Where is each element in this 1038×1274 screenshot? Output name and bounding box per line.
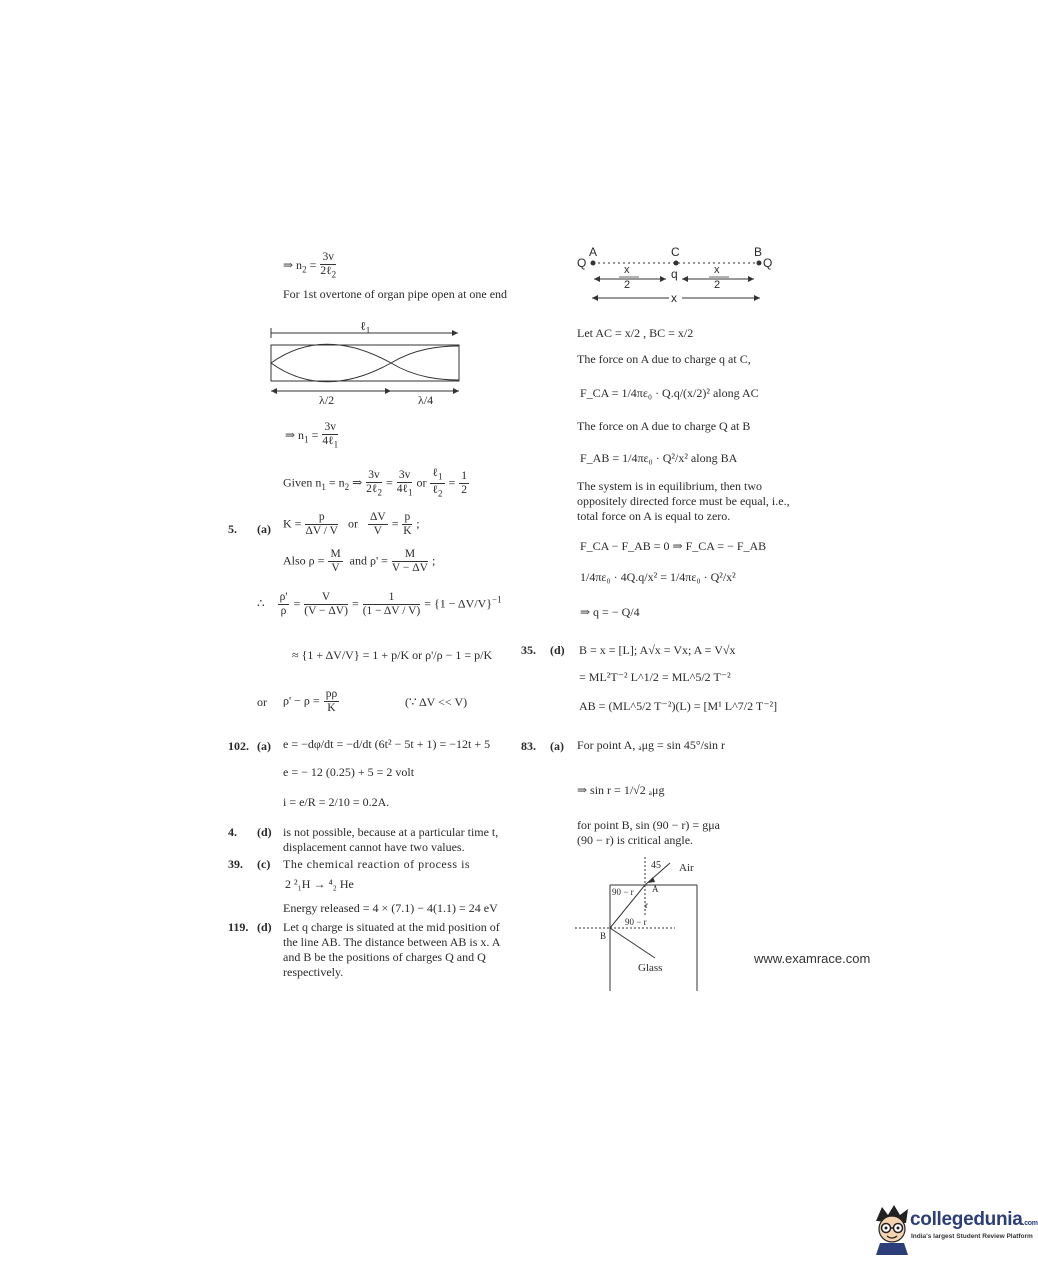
ratio-bracket: = {1 − ΔV/V}	[424, 596, 493, 611]
also-m2: M	[392, 548, 428, 562]
point-a-label: A	[589, 245, 598, 259]
final-den: K	[327, 702, 336, 714]
given-frac-2	[397, 469, 413, 499]
q5-p-den: K	[403, 525, 412, 537]
q4-number: 4.	[228, 825, 237, 839]
pipe-len-sub: 1	[365, 325, 371, 336]
n2-den: 2ℓ	[320, 265, 332, 277]
q83-line3: for point B, sin (90 − r) = gμa	[577, 818, 720, 832]
q102-emf-equation: e = −dφ/dt = −d/dt (6t² − 5t + 1) = −12t + 5	[283, 737, 491, 751]
glass-label: Glass	[638, 962, 663, 974]
gf2-den-sub: 1	[407, 486, 413, 497]
angle-90r-top: 90 − r	[612, 887, 634, 897]
rf3-den: (1 − ΔV / V)	[362, 605, 421, 617]
angle-r-label: r	[645, 900, 648, 910]
n2-lhs: ⇒ n	[283, 257, 303, 272]
gf1-den-sub: 2	[377, 486, 382, 497]
q119-text: Let q charge is situated at the mid position of the line AB. The distance between AB is x. A and B be the positions of charges Q and Q respectively.	[283, 920, 500, 979]
charge-q-mid: q	[671, 267, 678, 281]
also-frac-1	[328, 548, 342, 575]
force-ca-text: The force on A due to charge q at C,	[577, 352, 751, 366]
n2-equation: ⇒ $n_2$ = $\frac{3v}{2\ell_2}$	[283, 251, 337, 280]
ratio-frac-3	[363, 591, 421, 618]
ratio-exp: −1	[492, 594, 502, 605]
vector-equation: F_CA − F_AB = 0 ⇒ F_CA = − F_AB	[580, 539, 767, 553]
therefore-symbol: ∴	[257, 596, 265, 611]
q5-number: 5.	[228, 522, 237, 536]
final-equation	[283, 688, 340, 715]
n1-fraction	[322, 421, 338, 451]
angle-45-label: 45	[651, 860, 661, 871]
q5-option: (a)	[257, 522, 271, 536]
half-two-left: 2	[624, 279, 631, 291]
q39-text: The chemical reaction of process is	[283, 857, 471, 871]
substituted-equation: 1/4πε₀ · 4Q.q/x² = 1/4πε₀ · Q²/x²	[580, 570, 736, 584]
q35-option: (d)	[550, 643, 565, 657]
given-frac-1	[366, 469, 382, 499]
charge-q-right: Q	[763, 256, 773, 270]
brand-suffix: .com	[1022, 1220, 1038, 1227]
let-ac-bc: Let AC = x/2 , BC = x/2	[577, 326, 694, 340]
n2-sub: 2	[302, 264, 307, 275]
given-sub2: 2	[344, 481, 350, 492]
given-frac-4: $\frac{1}{2}$	[461, 470, 468, 497]
point-b-label: B	[754, 245, 763, 259]
equilibrium-text: The system is in equilibrium, then two oppositely directed force must be equal, i.e., total force on A is equal to zero.	[577, 479, 790, 523]
q35-line3: AB = (ML^5/2 T⁻²)(L) = [M¹ L^7/2 T⁻²]	[579, 699, 778, 713]
pipe-len: ℓ	[360, 319, 366, 333]
angle-90r-bottom: 90 − r	[625, 917, 647, 927]
n1-sub: 1	[304, 434, 309, 445]
overtone-text: For 1st overtone of organ pipe open at one end	[283, 287, 508, 301]
point-c-label: C	[671, 245, 680, 259]
ratio-equation: ∴ $\frac{\rho'}{\rho}$ = $\frac{V}{(V - \Delta V)}$ = $\frac{1}{(1 - \Delta V / V)}$ = $\{1 - \Delta V/V\}^{-1}$	[257, 591, 502, 617]
n1-num: 3v	[322, 421, 338, 435]
rf2-num: V	[304, 591, 348, 605]
brand-name	[910, 1209, 1038, 1231]
half-two-right: 2	[714, 279, 721, 291]
q-result: ⇒ q = − Q/4	[580, 605, 640, 619]
gf2-num: 3v	[397, 469, 413, 483]
gf1-den: 2ℓ	[366, 482, 378, 495]
q119-option: (d)	[257, 920, 272, 934]
q4-option: (d)	[257, 825, 272, 839]
q5-p-frac	[402, 511, 412, 538]
point-a-fig: A	[652, 884, 659, 894]
point-b-fig: B	[600, 931, 607, 941]
also-density: Also ρ = $\frac{M}{V}$ and ρ' = $\frac{M}{V - \Delta V}$ ;	[283, 548, 436, 574]
lambda-quarter-label: λ/4	[418, 393, 434, 407]
examrace-watermark: www.examrace.com	[754, 951, 871, 966]
q5-dv-frac	[368, 511, 388, 538]
q83-line2: ⇒ sin r = 1/√2 ₐμg	[577, 783, 665, 797]
rf3-num: 1	[363, 591, 421, 605]
full-x-label: x	[671, 291, 677, 305]
q5-k-den: ΔV / V	[305, 525, 338, 537]
q35-line2: = ML²T⁻² L^1/2 = ML^5/2 T⁻²	[579, 670, 731, 684]
q4-text: is not possible, because at a particular time t, displacement cannot have two values.	[283, 825, 499, 854]
q5-p-num: p	[404, 511, 411, 523]
given-arrow: ⇒	[349, 475, 366, 490]
fab-equation: F_AB = 1/4πε₀ · Q²/x² along BA	[580, 451, 738, 465]
q5-dv-den: V	[373, 525, 382, 537]
q5-k-num: p	[305, 511, 338, 525]
q102-emf-value: e = − 12 (0.25) + 5 = 2 volt	[283, 765, 415, 779]
q83-option: (a)	[550, 739, 564, 753]
final-frac	[324, 688, 340, 715]
q102-current: i = e/R = 2/10 = 0.2A.	[283, 795, 390, 809]
n1-den-sub: 1	[333, 439, 339, 450]
q35-number: 35.	[521, 643, 536, 657]
gf3-den: ℓ	[432, 484, 438, 497]
given-sub1: 1	[321, 481, 326, 492]
also-vdv: V − ΔV	[391, 562, 428, 574]
given-prefix: Given n	[283, 475, 322, 490]
n1-equation: ⇒ $n_1$ = $\frac{3v}{4\ell_1}$	[285, 421, 339, 450]
q39-option: (c)	[257, 857, 271, 871]
q39-energy: Energy released = 4 × (7.1) − 4(1.1) = 24 eV	[283, 901, 498, 915]
final-eq: ρ' − ρ =	[283, 693, 323, 708]
approx-equation: ≈ {1 + ΔV/V} = 1 + p/K or ρ'/ρ − 1 = p/K	[292, 648, 493, 662]
rf1-num: ρ'	[279, 591, 288, 603]
given-or: or	[416, 475, 430, 490]
q83-line1: For point A, ₐμg = sin 45°/sin r	[577, 738, 725, 752]
final-num: pρ	[325, 688, 338, 700]
given-mid: = n	[325, 475, 345, 490]
rf2-den: (V − ΔV)	[304, 605, 348, 617]
fca-equation: F_CA = 1/4πε₀ · Q.q/(x/2)² along AC	[580, 386, 759, 400]
n2-den-sub: 2	[331, 269, 337, 280]
force-ab-text: The force on A due to charge Q at B	[577, 419, 751, 433]
q5-dv-num: ΔV	[369, 511, 386, 523]
q5-k-frac	[305, 511, 338, 538]
also-v1: V	[331, 562, 340, 574]
final-or: or	[257, 695, 267, 709]
rf1-den: ρ	[280, 605, 287, 617]
collegedunia-logo[interactable]	[872, 1203, 1038, 1263]
given-frac-3	[430, 467, 444, 501]
pipe-length-label	[360, 319, 370, 338]
n1-den: 4ℓ	[322, 435, 334, 447]
half-x-left: x	[624, 264, 630, 276]
q5-bulk-modulus: K = $\frac{p}{\Delta V / V}$ or $\frac{\Delta V}{V}$ = $\frac{p}{K}$ ;	[283, 511, 420, 537]
given-equation: Given $n_1 = n_2$ ⇒ $\frac{3v}{2\ell_2}$ = $\frac{3v}{4\ell_1}$ or $\frac{\ell_1}{\ell_2}$ = $\frac{1}{2}$	[283, 467, 468, 499]
ratio-frac-1	[278, 591, 290, 618]
ratio-frac-2	[304, 591, 348, 618]
q119-number: 119.	[228, 920, 249, 934]
q83-number: 83.	[521, 739, 536, 753]
also-frac-2	[392, 548, 428, 575]
mascot-icon	[872, 1203, 912, 1255]
also-and: and ρ' =	[349, 553, 391, 568]
brand-text: collegedunia	[910, 1209, 1023, 1230]
q102-option: (a)	[257, 739, 271, 753]
n2-fraction	[320, 251, 336, 281]
q102-number: 102.	[228, 739, 249, 753]
n2-num: 3v	[320, 251, 336, 265]
q5-k: K =	[283, 516, 305, 531]
lambda-half-label: λ/2	[319, 393, 335, 407]
gf3-num-sub: 1	[438, 471, 443, 482]
final-condition: (∵ ΔV << V)	[405, 695, 468, 709]
also-m1: M	[330, 548, 341, 560]
q39-number: 39.	[228, 857, 243, 871]
n1-lhs: ⇒ n	[285, 427, 305, 442]
also-text: Also ρ =	[283, 553, 328, 568]
gf1-num: 3v	[366, 469, 382, 483]
q35-line1: B = x = [L]; A√x = Vx; A = V√x	[579, 643, 736, 657]
gf3-den-sub: 2	[438, 488, 443, 499]
brand-tagline: India's largest Student Review Platform	[911, 1233, 1033, 1240]
q83-line4: (90 − r) is critical angle.	[577, 833, 694, 847]
air-label: Air	[679, 862, 694, 874]
q39-reaction: 2 ²₁H → ⁴₂ He	[285, 877, 354, 891]
gf3-num: ℓ	[432, 467, 438, 479]
gf2-den: 4ℓ	[396, 482, 408, 495]
half-x-right: x	[714, 264, 720, 276]
charge-q-left: Q	[577, 256, 587, 270]
q5-or: or	[347, 516, 358, 531]
